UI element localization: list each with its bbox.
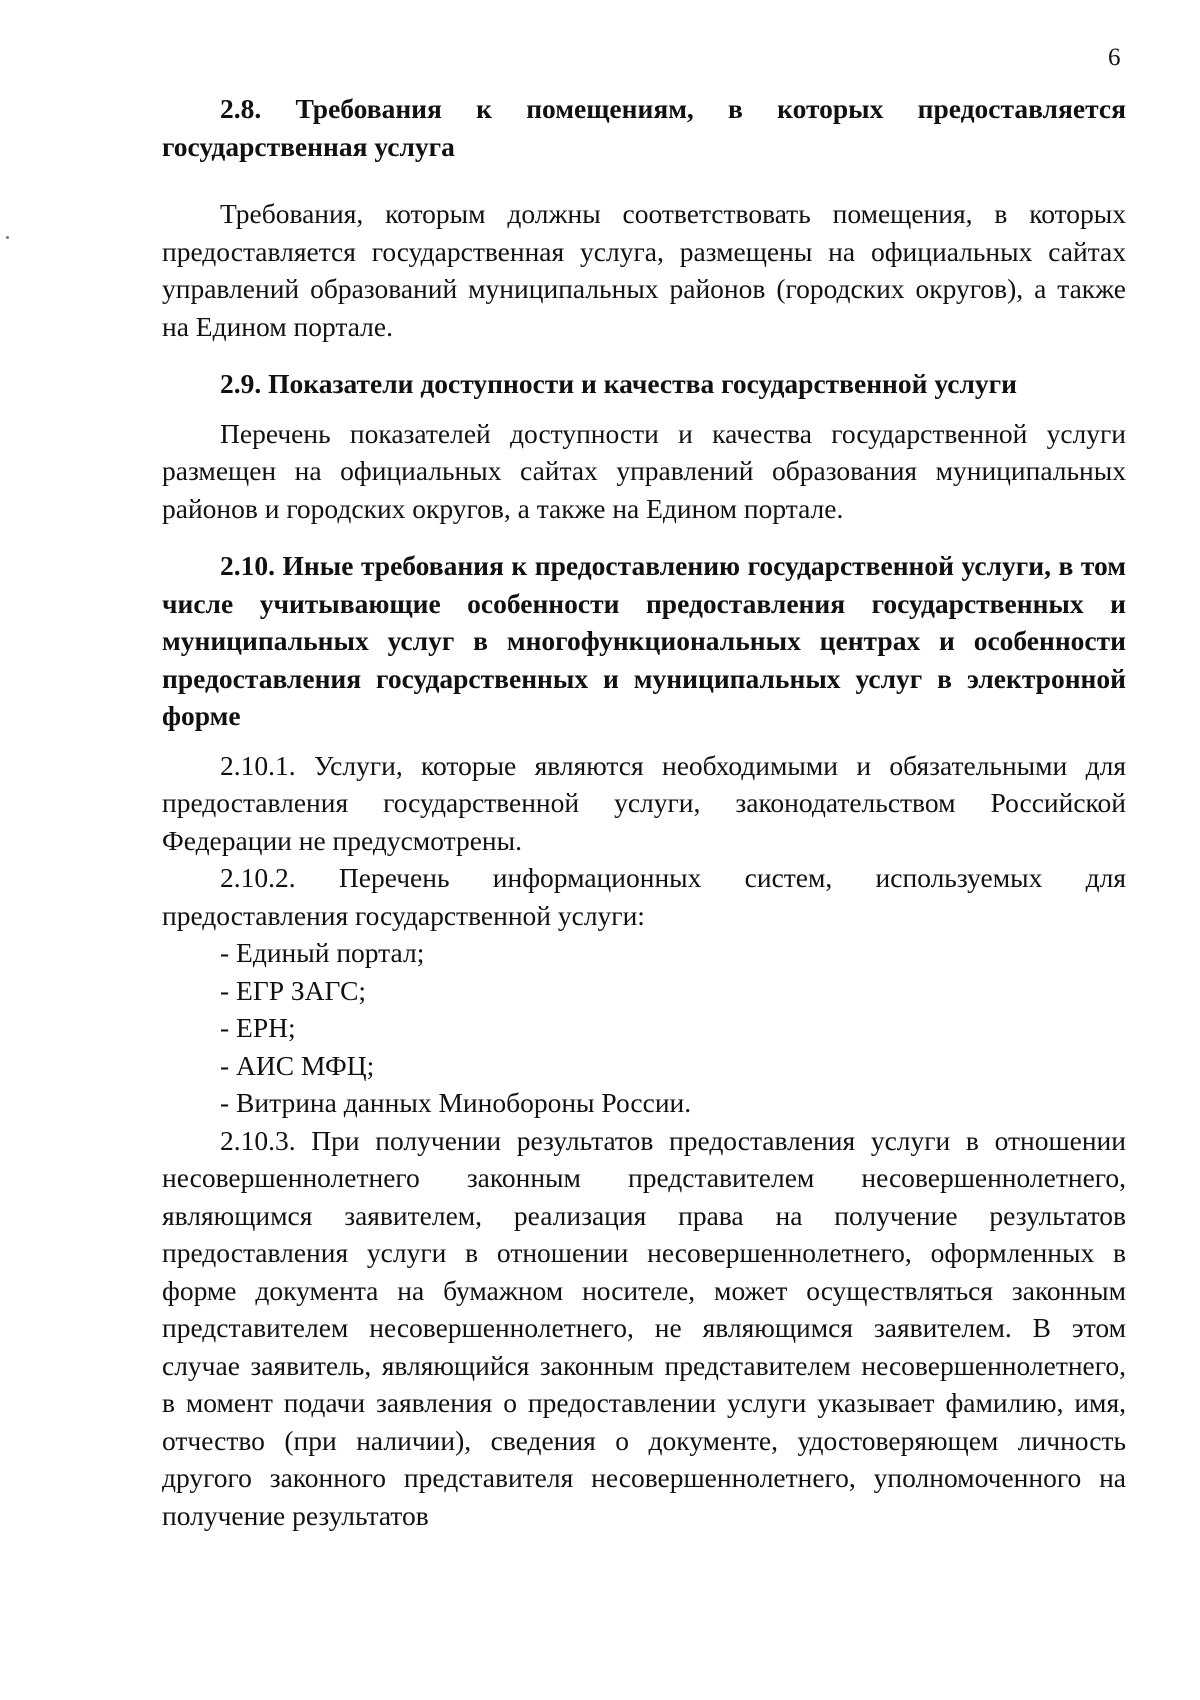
list-item: - АИС МФЦ; (220, 1049, 375, 1081)
list-item: - Единый портал; (220, 937, 425, 968)
list-item: - Витрина данных Минобороны России. (220, 1087, 692, 1118)
section-heading-2-9: 2.9. Показатели доступности и качества государственной услуги (220, 368, 1017, 399)
list-item: - ЕГР ЗАГС; (220, 974, 367, 1006)
paragraph-2-10-1: 2.10.1. Услуги, которые являются необходимыми и обязательными для предоставления государственной услуги, законодательством Российской Федерации не предусмотрены. (162, 749, 1126, 856)
document-body (162, 90, 1126, 1534)
paragraph-2-10-3: 2.10.3. При получении результатов предоставления услуги в отношении несовершеннолетнего законным представителем несовершеннолетнего, являющимся заявителем, реализация права на получение результатов предоставления услуги в отношении несовершеннолетнего, оформленных в форме документа на бумажном носителе, может осуществляться законным представителем несовершеннолетнего, не являющимся заявителем. В этом случае заявитель, являющийся законным представителем несовершеннолетнего, в момент подачи заявления о предоставлении услуги указывает фамилию, имя, отчество (при наличии), сведения о документе, удостоверяющем личность другого законного представителя несовершеннолетнего, уполномоченного на получение результатов (162, 1124, 1126, 1531)
list-item: - ЕРН; (220, 1012, 296, 1043)
section-heading-2-10: 2.10. Иные требования к предоставлению государственной услуги, в том числе учитывающие особенности предоставления государственных и муниципальных услуг в многофункциональных центрах и особенности предоставления государственных и муниципальных услуг в электронной форме (162, 550, 1126, 731)
page-number: 6 (1108, 44, 1121, 71)
information-systems-list (162, 934, 1126, 1122)
section-paragraph-2-9: Перечень показателей доступности и качества государственной услуги размещен на официальных сайтах управлений образования муниципальных районов и городских округов, а также на Едином портале. (162, 417, 1126, 524)
paragraph-2-10-2: 2.10.2. Перечень информационных систем, используемых для предоставления государственной услуги: (162, 862, 1126, 931)
section-heading-2-8: 2.8. Требования к помещениям, в которых предоставляется государственная услуга (162, 93, 1126, 162)
section-paragraph-2-8: Требования, которым должны соответствовать помещения, в которых предоставляется государственная услуга, размещены на официальных сайтах управлений образований муниципальных районов (городских округов), а также на Едином портале. (162, 198, 1126, 342)
scan-speck (6, 236, 9, 239)
